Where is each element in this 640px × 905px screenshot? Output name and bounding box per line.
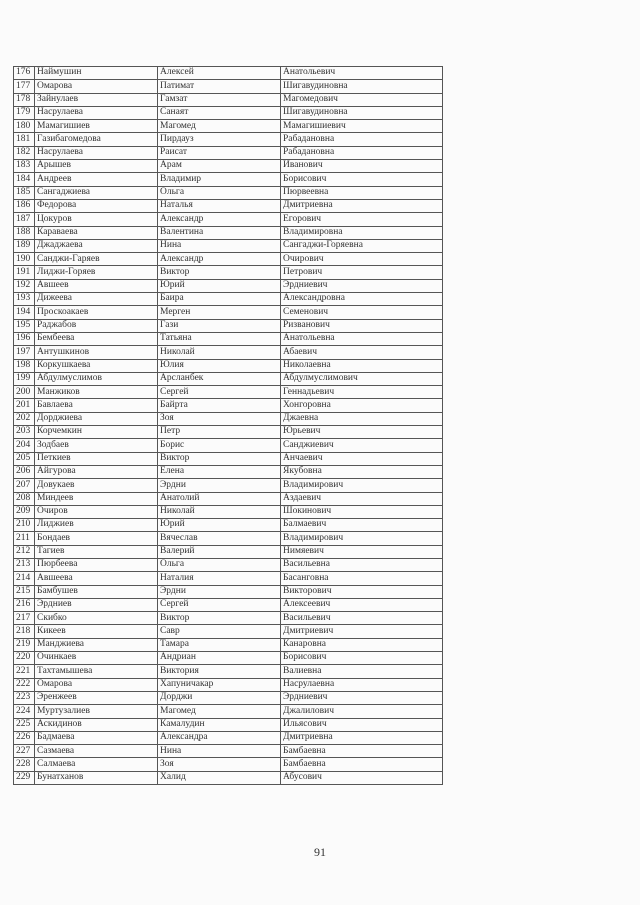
first-name-cell: Петр — [158, 426, 281, 439]
patronymic-cell: Владимировна — [281, 226, 443, 239]
patronymic-cell: Викторович — [281, 585, 443, 598]
row-number-cell: 212 — [14, 545, 35, 558]
patronymic-cell: Басанговна — [281, 572, 443, 585]
last-name-cell: Омарова — [35, 678, 158, 691]
row-number-cell: 189 — [14, 239, 35, 252]
row-number-cell: 225 — [14, 718, 35, 731]
table-row — [14, 199, 443, 212]
patronymic-cell: Ильясович — [281, 718, 443, 731]
first-name-cell: Юлия — [158, 359, 281, 372]
last-name-cell: Кикеев — [35, 625, 158, 638]
first-name-cell: Тамара — [158, 638, 281, 651]
patronymic-cell: Анатольевна — [281, 332, 443, 345]
patronymic-cell: Аздаевич — [281, 492, 443, 505]
row-number-cell: 185 — [14, 186, 35, 199]
patronymic-cell: Ризванович — [281, 319, 443, 332]
first-name-cell: Виктор — [158, 452, 281, 465]
first-name-cell: Сергей — [158, 598, 281, 611]
first-name-cell: Раисат — [158, 146, 281, 159]
patronymic-cell: Джалилович — [281, 705, 443, 718]
patronymic-cell: Абдулмуслимович — [281, 372, 443, 385]
last-name-cell: Миндеев — [35, 492, 158, 505]
last-name-cell: Эренжеев — [35, 691, 158, 704]
patronymic-cell: Анчаевич — [281, 452, 443, 465]
first-name-cell: Виктор — [158, 266, 281, 279]
patronymic-cell: Насрулаевна — [281, 678, 443, 691]
table-row — [14, 106, 443, 119]
row-number-cell: 180 — [14, 120, 35, 133]
patronymic-cell: Шигавудиновна — [281, 106, 443, 119]
row-number-cell: 192 — [14, 279, 35, 292]
table-row — [14, 266, 443, 279]
row-number-cell: 223 — [14, 691, 35, 704]
last-name-cell: Бавлаева — [35, 399, 158, 412]
row-number-cell: 214 — [14, 572, 35, 585]
last-name-cell: Бунатханов — [35, 771, 158, 784]
table-row — [14, 665, 443, 678]
row-number-cell: 183 — [14, 160, 35, 173]
table-row — [14, 186, 443, 199]
table-row — [14, 67, 443, 80]
first-name-cell: Хапуничакар — [158, 678, 281, 691]
table-row — [14, 306, 443, 319]
table-row — [14, 558, 443, 571]
patronymic-cell: Абаевич — [281, 346, 443, 359]
first-name-cell: Арам — [158, 160, 281, 173]
table-row — [14, 293, 443, 306]
first-name-cell: Савр — [158, 625, 281, 638]
row-number-cell: 177 — [14, 80, 35, 93]
row-number-cell: 176 — [14, 67, 35, 80]
table-row — [14, 386, 443, 399]
last-name-cell: Насрулаева — [35, 146, 158, 159]
last-name-cell: Тахтамышева — [35, 665, 158, 678]
patronymic-cell: Бамбаевна — [281, 758, 443, 771]
table-row — [14, 718, 443, 731]
table-row — [14, 612, 443, 625]
table-row — [14, 771, 443, 784]
table-row — [14, 731, 443, 744]
last-name-cell: Довукаев — [35, 479, 158, 492]
first-name-cell: Анатолий — [158, 492, 281, 505]
table-row — [14, 239, 443, 252]
row-number-cell: 194 — [14, 306, 35, 319]
last-name-cell: Коркушкаева — [35, 359, 158, 372]
patronymic-cell: Пюрвеевна — [281, 186, 443, 199]
row-number-cell: 200 — [14, 386, 35, 399]
table-row — [14, 705, 443, 718]
roster-table-body — [14, 67, 443, 785]
last-name-cell: Дижеева — [35, 293, 158, 306]
row-number-cell: 179 — [14, 106, 35, 119]
table-row — [14, 279, 443, 292]
first-name-cell: Ольга — [158, 558, 281, 571]
first-name-cell: Наталья — [158, 199, 281, 212]
table-row — [14, 479, 443, 492]
row-number-cell: 197 — [14, 346, 35, 359]
first-name-cell: Николай — [158, 505, 281, 518]
last-name-cell: Петкиев — [35, 452, 158, 465]
table-row — [14, 638, 443, 651]
table-row — [14, 519, 443, 532]
row-number-cell: 206 — [14, 465, 35, 478]
row-number-cell: 190 — [14, 253, 35, 266]
last-name-cell: Очинкаев — [35, 652, 158, 665]
patronymic-cell: Нимяевич — [281, 545, 443, 558]
patronymic-cell: Иванович — [281, 160, 443, 173]
table-row — [14, 346, 443, 359]
last-name-cell: Бембеева — [35, 332, 158, 345]
patronymic-cell: Васильевна — [281, 558, 443, 571]
first-name-cell: Дорджи — [158, 691, 281, 704]
patronymic-cell: Геннадьевич — [281, 386, 443, 399]
patronymic-cell: Егорович — [281, 213, 443, 226]
patronymic-cell: Дмитриевна — [281, 731, 443, 744]
last-name-cell: Пюрбеева — [35, 558, 158, 571]
patronymic-cell: Канаровна — [281, 638, 443, 651]
row-number-cell: 184 — [14, 173, 35, 186]
first-name-cell: Халид — [158, 771, 281, 784]
row-number-cell: 227 — [14, 745, 35, 758]
table-row — [14, 332, 443, 345]
patronymic-cell: Борисович — [281, 173, 443, 186]
patronymic-cell: Эрдниевич — [281, 691, 443, 704]
table-row — [14, 173, 443, 186]
table-row — [14, 80, 443, 93]
table-row — [14, 572, 443, 585]
table-row — [14, 505, 443, 518]
first-name-cell: Виктор — [158, 612, 281, 625]
table-row — [14, 598, 443, 611]
first-name-cell: Ольга — [158, 186, 281, 199]
last-name-cell: Бадмаева — [35, 731, 158, 744]
patronymic-cell: Анатольевич — [281, 67, 443, 80]
patronymic-cell: Дмитриевна — [281, 199, 443, 212]
row-number-cell: 193 — [14, 293, 35, 306]
last-name-cell: Цокуров — [35, 213, 158, 226]
first-name-cell: Андриан — [158, 652, 281, 665]
page-number: 91 — [314, 845, 326, 859]
last-name-cell: Авшеева — [35, 572, 158, 585]
last-name-cell: Аскидинов — [35, 718, 158, 731]
row-number-cell: 220 — [14, 652, 35, 665]
table-row — [14, 745, 443, 758]
last-name-cell: Раджабов — [35, 319, 158, 332]
row-number-cell: 211 — [14, 532, 35, 545]
last-name-cell: Очиров — [35, 505, 158, 518]
patronymic-cell: Николаевна — [281, 359, 443, 372]
table-row — [14, 465, 443, 478]
table-row — [14, 439, 443, 452]
row-number-cell: 191 — [14, 266, 35, 279]
patronymic-cell: Балмаевич — [281, 519, 443, 532]
first-name-cell: Владимир — [158, 173, 281, 186]
last-name-cell: Омарова — [35, 80, 158, 93]
patronymic-cell: Рабадановна — [281, 133, 443, 146]
table-row — [14, 160, 443, 173]
last-name-cell: Федорова — [35, 199, 158, 212]
last-name-cell: Эрдниев — [35, 598, 158, 611]
row-number-cell: 209 — [14, 505, 35, 518]
first-name-cell: Нина — [158, 745, 281, 758]
row-number-cell: 188 — [14, 226, 35, 239]
row-number-cell: 207 — [14, 479, 35, 492]
patronymic-cell: Шокинович — [281, 505, 443, 518]
table-row — [14, 133, 443, 146]
last-name-cell: Муртузалиев — [35, 705, 158, 718]
row-number-cell: 224 — [14, 705, 35, 718]
first-name-cell: Эрдни — [158, 585, 281, 598]
first-name-cell: Вячеслав — [158, 532, 281, 545]
row-number-cell: 218 — [14, 625, 35, 638]
first-name-cell: Юрий — [158, 279, 281, 292]
table-row — [14, 625, 443, 638]
patronymic-cell: Сангаджи-Горяевна — [281, 239, 443, 252]
last-name-cell: Скибко — [35, 612, 158, 625]
row-number-cell: 222 — [14, 678, 35, 691]
row-number-cell: 201 — [14, 399, 35, 412]
first-name-cell: Магомед — [158, 120, 281, 133]
first-name-cell: Камалудин — [158, 718, 281, 731]
patronymic-cell: Очирович — [281, 253, 443, 266]
last-name-cell: Лиджиев — [35, 519, 158, 532]
row-number-cell: 205 — [14, 452, 35, 465]
last-name-cell: Салмаева — [35, 758, 158, 771]
last-name-cell: Антушкинов — [35, 346, 158, 359]
row-number-cell: 229 — [14, 771, 35, 784]
patronymic-cell: Джаевна — [281, 412, 443, 425]
row-number-cell: 198 — [14, 359, 35, 372]
last-name-cell: Санджи-Гаряев — [35, 253, 158, 266]
table-row — [14, 758, 443, 771]
patronymic-cell: Санджиевич — [281, 439, 443, 452]
row-number-cell: 204 — [14, 439, 35, 452]
row-number-cell: 210 — [14, 519, 35, 532]
table-row — [14, 652, 443, 665]
table-row — [14, 492, 443, 505]
patronymic-cell: Владимирович — [281, 532, 443, 545]
row-number-cell: 182 — [14, 146, 35, 159]
first-name-cell: Патимат — [158, 80, 281, 93]
last-name-cell: Сазмаева — [35, 745, 158, 758]
row-number-cell: 195 — [14, 319, 35, 332]
first-name-cell: Николай — [158, 346, 281, 359]
table-row — [14, 452, 443, 465]
first-name-cell: Гамзат — [158, 93, 281, 106]
row-number-cell: 228 — [14, 758, 35, 771]
patronymic-cell: Якубовна — [281, 465, 443, 478]
patronymic-cell: Абусович — [281, 771, 443, 784]
first-name-cell: Валерий — [158, 545, 281, 558]
first-name-cell: Валентина — [158, 226, 281, 239]
last-name-cell: Проскоакаев — [35, 306, 158, 319]
row-number-cell: 219 — [14, 638, 35, 651]
first-name-cell: Александра — [158, 731, 281, 744]
first-name-cell: Виктория — [158, 665, 281, 678]
last-name-cell: Джаджаева — [35, 239, 158, 252]
last-name-cell: Мамагишиев — [35, 120, 158, 133]
table-row — [14, 120, 443, 133]
row-number-cell: 196 — [14, 332, 35, 345]
patronymic-cell: Алексеевич — [281, 598, 443, 611]
first-name-cell: Елена — [158, 465, 281, 478]
last-name-cell: Газибагомедова — [35, 133, 158, 146]
table-row — [14, 226, 443, 239]
row-number-cell: 186 — [14, 199, 35, 212]
table-row — [14, 412, 443, 425]
row-number-cell: 217 — [14, 612, 35, 625]
last-name-cell: Бондаев — [35, 532, 158, 545]
table-row — [14, 319, 443, 332]
first-name-cell: Нина — [158, 239, 281, 252]
first-name-cell: Зоя — [158, 758, 281, 771]
table-row — [14, 146, 443, 159]
last-name-cell: Корчемкин — [35, 426, 158, 439]
patronymic-cell: Юрьевич — [281, 426, 443, 439]
row-number-cell: 215 — [14, 585, 35, 598]
last-name-cell: Сангаджиева — [35, 186, 158, 199]
first-name-cell: Борис — [158, 439, 281, 452]
patronymic-cell: Рабадановна — [281, 146, 443, 159]
table-row — [14, 93, 443, 106]
row-number-cell: 199 — [14, 372, 35, 385]
row-number-cell: 226 — [14, 731, 35, 744]
last-name-cell: Арышев — [35, 160, 158, 173]
last-name-cell: Зайнулаев — [35, 93, 158, 106]
row-number-cell: 208 — [14, 492, 35, 505]
first-name-cell: Эрдни — [158, 479, 281, 492]
last-name-cell: Караваева — [35, 226, 158, 239]
patronymic-cell: Александровна — [281, 293, 443, 306]
last-name-cell: Манжиков — [35, 386, 158, 399]
first-name-cell: Алексей — [158, 67, 281, 80]
last-name-cell: Зодбаев — [35, 439, 158, 452]
table-row — [14, 213, 443, 226]
row-number-cell: 213 — [14, 558, 35, 571]
patronymic-cell: Дмитриевич — [281, 625, 443, 638]
table-row — [14, 399, 443, 412]
patronymic-cell: Борисович — [281, 652, 443, 665]
first-name-cell: Мерген — [158, 306, 281, 319]
first-name-cell: Александр — [158, 253, 281, 266]
table-row — [14, 532, 443, 545]
last-name-cell: Лиджи-Горяев — [35, 266, 158, 279]
first-name-cell: Юрий — [158, 519, 281, 532]
roster-table — [13, 66, 443, 785]
patronymic-cell: Бамбаевна — [281, 745, 443, 758]
first-name-cell: Байрта — [158, 399, 281, 412]
last-name-cell: Тагиев — [35, 545, 158, 558]
row-number-cell: 181 — [14, 133, 35, 146]
table-row — [14, 426, 443, 439]
last-name-cell: Манджиева — [35, 638, 158, 651]
row-number-cell: 203 — [14, 426, 35, 439]
last-name-cell: Бамбушев — [35, 585, 158, 598]
patronymic-cell: Владимирович — [281, 479, 443, 492]
first-name-cell: Магомед — [158, 705, 281, 718]
last-name-cell: Наймушин — [35, 67, 158, 80]
last-name-cell: Дорджиева — [35, 412, 158, 425]
table-row — [14, 372, 443, 385]
patronymic-cell: Магомедович — [281, 93, 443, 106]
first-name-cell: Арсланбек — [158, 372, 281, 385]
last-name-cell: Абдулмуслимов — [35, 372, 158, 385]
first-name-cell: Татьяна — [158, 332, 281, 345]
first-name-cell: Александр — [158, 213, 281, 226]
first-name-cell: Баира — [158, 293, 281, 306]
patronymic-cell: Мамагишиевич — [281, 120, 443, 133]
row-number-cell: 187 — [14, 213, 35, 226]
patronymic-cell: Шигавудиновна — [281, 80, 443, 93]
last-name-cell: Насрулаева — [35, 106, 158, 119]
table-row — [14, 691, 443, 704]
last-name-cell: Авшеев — [35, 279, 158, 292]
table-row — [14, 253, 443, 266]
table-row — [14, 545, 443, 558]
table-row — [14, 585, 443, 598]
first-name-cell: Сергей — [158, 386, 281, 399]
row-number-cell: 216 — [14, 598, 35, 611]
first-name-cell: Наталия — [158, 572, 281, 585]
first-name-cell: Зоя — [158, 412, 281, 425]
patronymic-cell: Васильевич — [281, 612, 443, 625]
table-row — [14, 678, 443, 691]
first-name-cell: Санаят — [158, 106, 281, 119]
row-number-cell: 178 — [14, 93, 35, 106]
patronymic-cell: Валиевна — [281, 665, 443, 678]
patronymic-cell: Эрдниевич — [281, 279, 443, 292]
patronymic-cell: Семенович — [281, 306, 443, 319]
first-name-cell: Пирдауз — [158, 133, 281, 146]
last-name-cell: Айгурова — [35, 465, 158, 478]
first-name-cell: Гази — [158, 319, 281, 332]
table-row — [14, 359, 443, 372]
row-number-cell: 202 — [14, 412, 35, 425]
patronymic-cell: Петрович — [281, 266, 443, 279]
row-number-cell: 221 — [14, 665, 35, 678]
last-name-cell: Андреев — [35, 173, 158, 186]
patronymic-cell: Хонгоровна — [281, 399, 443, 412]
